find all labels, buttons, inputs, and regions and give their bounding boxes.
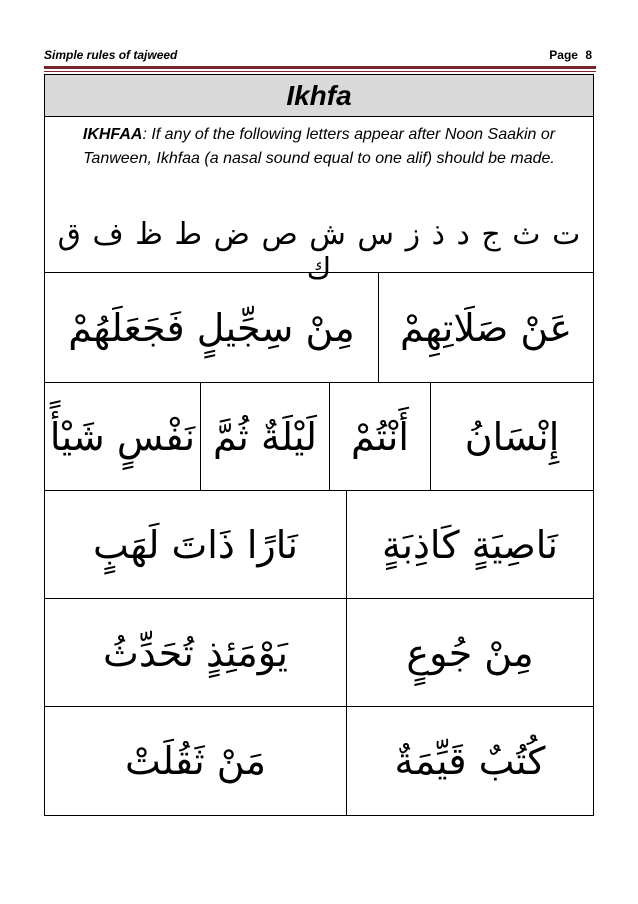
example-cell — [347, 599, 593, 706]
section-title-bar — [45, 75, 593, 117]
example-cell — [379, 273, 593, 382]
page-indicator — [549, 48, 592, 62]
page-number: 8 — [585, 48, 592, 62]
example-cell — [201, 383, 330, 490]
page-label: Page — [549, 48, 578, 62]
example-cell — [45, 491, 347, 598]
example-cell — [431, 383, 593, 490]
example-cell — [45, 599, 347, 706]
ikhfa-letters: ت ث ج د ذ ز س ش ص ض ط ظ ف ق ك — [57, 217, 581, 287]
example-cell — [45, 707, 347, 815]
example-row-5 — [45, 707, 593, 815]
example-cell — [45, 383, 201, 490]
rule-text: : If any of the following letters appear after Noon Saakin or Tanween, Ikhfaa (a nasal sound equal to one alif) should be made. — [83, 126, 556, 167]
example-cell — [330, 383, 431, 490]
example-text: كُتُبٌ قَيِّمَةٌ — [394, 739, 546, 783]
document-title: Simple rules of tajweed — [44, 48, 178, 62]
example-cell — [347, 491, 593, 598]
example-text: مِنْ سِجِّيلٍ فَجَعَلَهُمْ — [68, 305, 355, 350]
header-rule-thin — [44, 71, 596, 72]
example-cell — [45, 273, 379, 382]
example-text: نَاصِيَةٍ كَاذِبَةٍ — [382, 522, 558, 567]
header-rule-thick — [44, 66, 596, 69]
example-text: إِنْسَانُ — [464, 414, 560, 459]
example-text: أَنْتُمْ — [351, 414, 409, 459]
rule-term: IKHFAA — [82, 126, 143, 143]
example-cell — [347, 707, 593, 815]
page-header — [44, 48, 594, 64]
example-text: مَنْ ثَقُلَتْ — [124, 739, 267, 783]
example-text: يَوْمَئِذٍ تُحَدِّثُ — [103, 630, 288, 675]
content-table — [44, 74, 594, 816]
example-row-4 — [45, 599, 593, 707]
example-text: لَيْلَةٌ ثُمَّ — [213, 414, 317, 459]
section-title: Ikhfa — [286, 79, 352, 111]
example-row-1 — [45, 273, 593, 383]
example-text: نَارًا ذَاتَ لَهَبٍ — [93, 522, 298, 567]
example-text: نَفْسٍ شَيْأً — [49, 414, 196, 459]
example-row-3 — [45, 491, 593, 599]
example-text: مِنْ جُوعٍ — [406, 630, 534, 675]
example-text: عَنْ صَلَاتِهِمْ — [399, 305, 572, 350]
rule-description-box — [45, 117, 593, 287]
example-row-2 — [45, 383, 593, 491]
rule-description — [55, 123, 583, 171]
